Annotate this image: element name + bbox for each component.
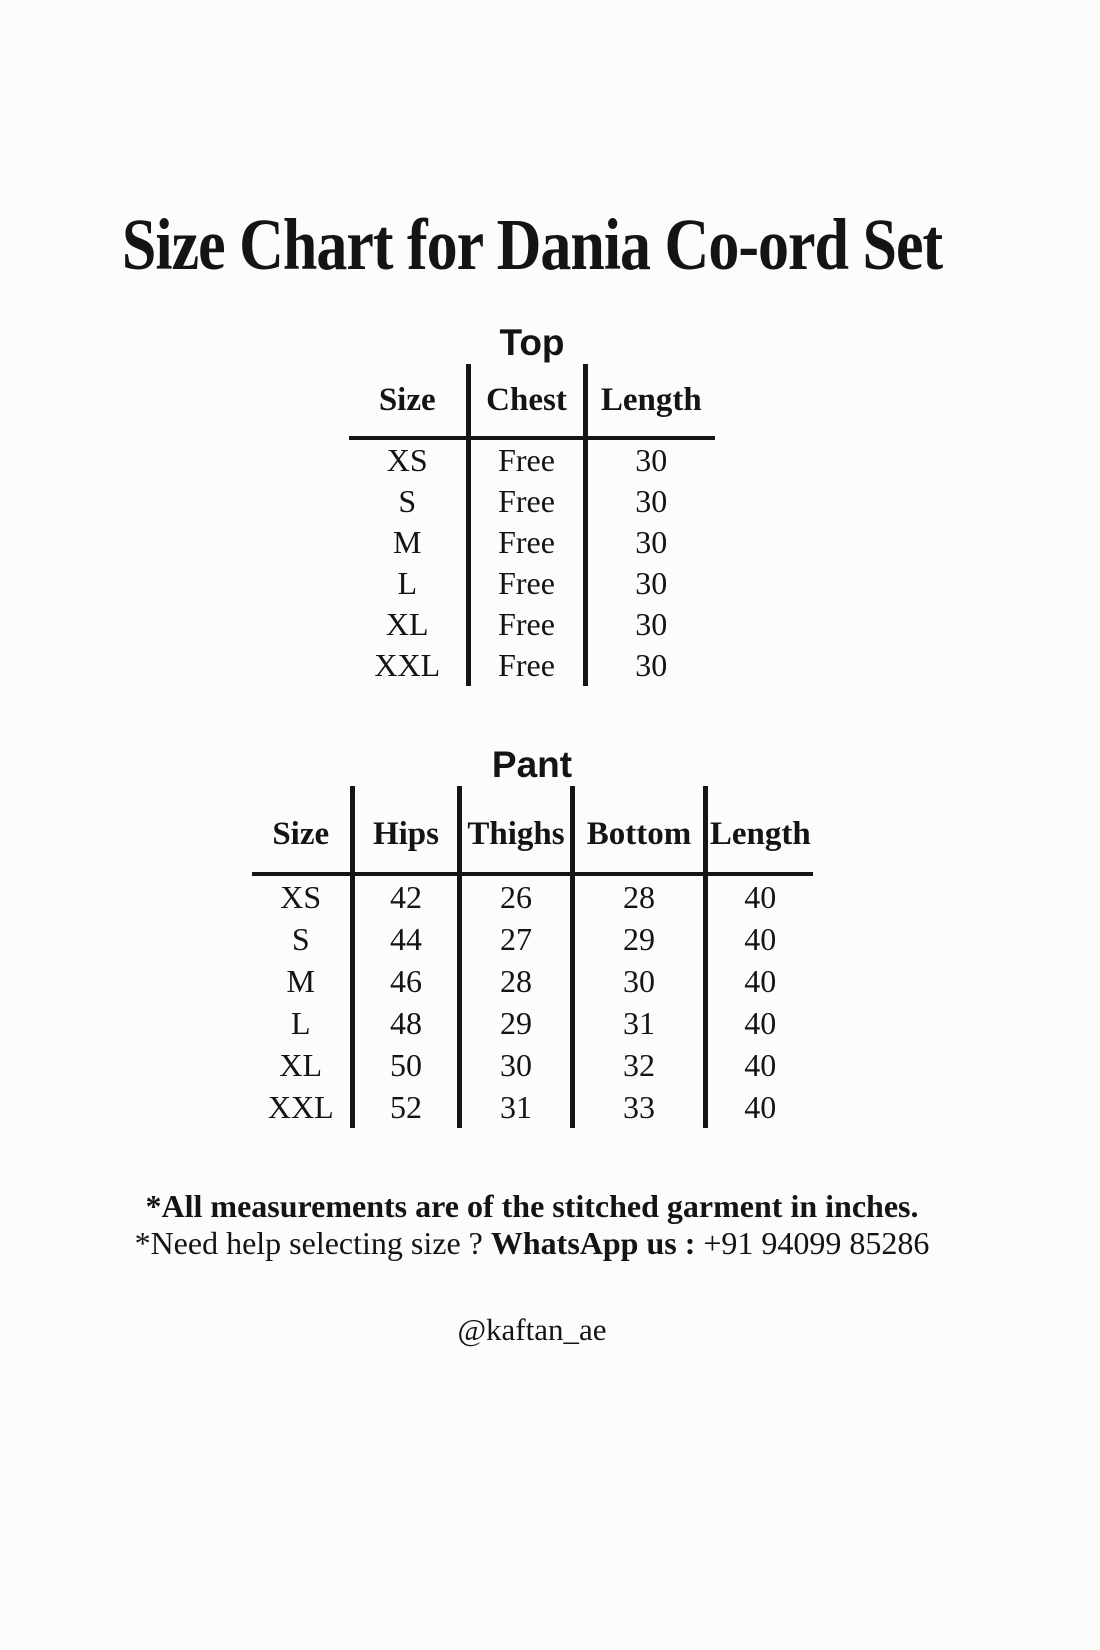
table-row (252, 918, 813, 960)
top-col-header-size: Size (349, 364, 468, 438)
table-cell: M (252, 960, 353, 1002)
table-row (252, 1002, 813, 1044)
table-cell: 31 (573, 1002, 706, 1044)
table-row (349, 645, 715, 686)
table-cell: 27 (460, 918, 573, 960)
top-section-label: Top (499, 322, 565, 364)
table-cell: XS (349, 438, 468, 481)
table-cell: 50 (353, 1044, 460, 1086)
table-cell: 30 (460, 1044, 573, 1086)
table-cell: Free (468, 604, 585, 645)
top-size-table (349, 364, 715, 686)
table-cell: 31 (460, 1086, 573, 1128)
page-title-text: Size Chart for Dania Co-ord Set (121, 205, 943, 286)
help-note-whatsapp: WhatsApp us : (490, 1225, 704, 1262)
table-cell: 30 (635, 565, 668, 602)
table-cell: 30 (635, 483, 668, 520)
table-cell: M (349, 522, 468, 563)
table-cell: 26 (460, 874, 573, 918)
table-cell: 30 (573, 960, 706, 1002)
pant-col-header-length: Length (706, 786, 813, 874)
table-cell: 28 (460, 960, 573, 1002)
table-row (252, 874, 813, 918)
table-cell: Free (468, 563, 585, 604)
table-cell: 44 (353, 918, 460, 960)
table-row (349, 438, 715, 481)
measurement-note: *All measurements are of the stitched garment in inches. (145, 1188, 919, 1225)
table-cell: XXL (349, 645, 468, 686)
pant-col-header-bottom: Bottom (573, 786, 706, 874)
table-cell: XL (349, 604, 468, 645)
pant-col-header-size: Size (252, 786, 353, 874)
table-cell: 40 (744, 1046, 777, 1083)
table-cell: XS (252, 874, 353, 918)
table-cell: 48 (353, 1002, 460, 1044)
table-cell: 40 (744, 962, 777, 999)
table-cell: 40 (744, 920, 777, 957)
table-cell: S (252, 918, 353, 960)
page-title (0, 0, 1064, 286)
table-cell: 30 (635, 524, 668, 561)
table-row (252, 1086, 813, 1128)
table-cell: 42 (353, 874, 460, 918)
table-row (252, 960, 813, 1002)
table-cell: 30 (635, 606, 668, 643)
top-col-header-length: Length (585, 364, 715, 438)
table-cell: Free (468, 438, 585, 481)
table-cell: 46 (353, 960, 460, 1002)
table-row (252, 1044, 813, 1086)
table-cell: S (349, 481, 468, 522)
top-table-header-row (349, 364, 715, 438)
table-cell: 32 (573, 1044, 706, 1086)
table-cell: 40 (744, 1004, 777, 1041)
top-col-header-chest: Chest (468, 364, 585, 438)
table-row (349, 522, 715, 563)
help-note (0, 1225, 1064, 1262)
table-cell: 30 (635, 442, 668, 479)
table-cell: Free (468, 481, 585, 522)
footnotes (0, 1188, 1064, 1262)
pant-section-label: Pant (491, 744, 573, 786)
table-cell: XL (252, 1044, 353, 1086)
table-cell: 52 (353, 1086, 460, 1128)
social-handle: @kaftan_ae (457, 1312, 607, 1348)
table-cell: 28 (573, 874, 706, 918)
table-cell: Free (468, 522, 585, 563)
table-cell: XXL (252, 1086, 353, 1128)
table-row (349, 604, 715, 645)
table-cell: 33 (573, 1086, 706, 1128)
help-note-phone: +91 94099 85286 (703, 1225, 930, 1262)
pant-col-header-thighs: Thighs (460, 786, 573, 874)
pant-table-header-row (252, 786, 813, 874)
table-cell: 30 (635, 647, 668, 684)
pant-col-header-hips: Hips (353, 786, 460, 874)
help-note-prefix: *Need help selecting size ? (134, 1225, 491, 1262)
table-row (349, 563, 715, 604)
table-cell: L (252, 1002, 353, 1044)
table-cell: L (349, 563, 468, 604)
table-cell: 29 (460, 1002, 573, 1044)
table-row (349, 481, 715, 522)
table-cell: 40 (744, 1088, 777, 1125)
table-cell: 40 (744, 878, 777, 915)
pant-size-table (252, 786, 813, 1128)
table-cell: 29 (573, 918, 706, 960)
table-cell: Free (468, 645, 585, 686)
